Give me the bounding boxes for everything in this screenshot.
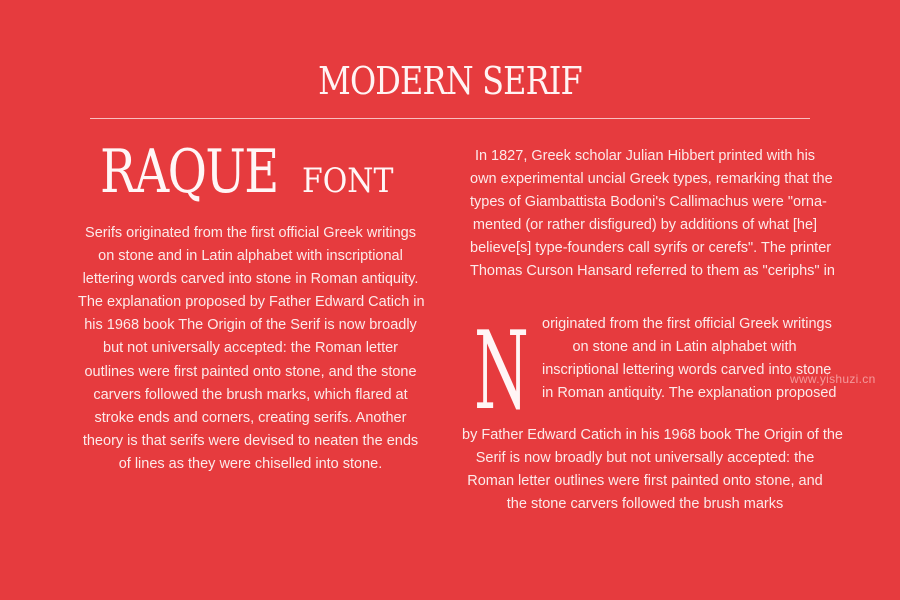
left-line-7: outlines were first painted onto stone, and the stone [84, 363, 417, 380]
left-line-3: lettering words carved into stone in Roman antiquity. [82, 271, 419, 288]
left-line-10: theory is that serifs were devised to neaten the ends [82, 432, 419, 449]
right-top-line-5: believe[s] type-founders call syrifs or cerefs". The printer [470, 240, 832, 257]
left-line-9: stroke ends and corners, creating serifs. Another [94, 409, 407, 426]
watermark: www.yishuzi.cn [790, 372, 876, 386]
brand-heading [100, 137, 420, 210]
right-flow-line-4: in Roman antiquity. The explanation proposed [542, 385, 837, 402]
left-line-5: his 1968 book The Origin of the Serif is now broadly [84, 317, 417, 334]
right-bottom-line-4: the stone carvers followed the brush marks [506, 496, 784, 513]
right-top-line-3: types of Giambattista Bodoni's Callimachus were "orna- [470, 194, 827, 211]
right-bottom-line-3: Roman letter outlines were first painted onto stone, and [467, 473, 823, 490]
right-top-line-1: In 1827, Greek scholar Julian Hibbert printed with his [474, 148, 816, 164]
page-title: MODERN SERIF [318, 59, 582, 103]
left-line-1: Serifs originated from the first official Greek writings [85, 225, 416, 241]
right-top-line-6: Thomas Curson Hansard referred to them as "ceriphs" in [470, 263, 835, 280]
right-flow-line-2: on stone and in Latin alphabet with [572, 339, 797, 356]
brand-main-text: RAQUE [100, 137, 278, 207]
left-paragraph [78, 222, 423, 476]
right-bottom-paragraph [462, 424, 843, 516]
right-top-paragraph [470, 145, 835, 284]
left-line-8: carvers followed the brush marks, which flared at [93, 386, 408, 403]
right-top-line-4: mented (or rather disfigured) by additions of what [he] [472, 217, 818, 234]
left-line-4: The explanation proposed by Father Edward Catich in [78, 294, 425, 311]
right-bottom-line-1: by Father Edward Catich in his 1968 book The Origin of the [462, 427, 843, 443]
drop-cap-letter: N [474, 309, 529, 434]
left-line-11: of lines as they were chiselled into stone. [118, 455, 383, 472]
right-top-line-2: own experimental uncial Greek types, remarking that the [470, 171, 833, 188]
left-line-6: but not universally accepted: the Roman letter [103, 340, 398, 357]
left-line-2: on stone and in Latin alphabet with inscriptional [98, 248, 403, 265]
divider-line [90, 118, 810, 119]
right-flow-line-1: originated from the first official Greek writings [542, 316, 832, 332]
right-flow-line-3: inscriptional lettering words carved into stone [542, 362, 832, 379]
brand-sub-text: FONT [302, 161, 394, 201]
right-bottom-line-2: Serif is now broadly but not universally accepted: the [475, 450, 815, 467]
